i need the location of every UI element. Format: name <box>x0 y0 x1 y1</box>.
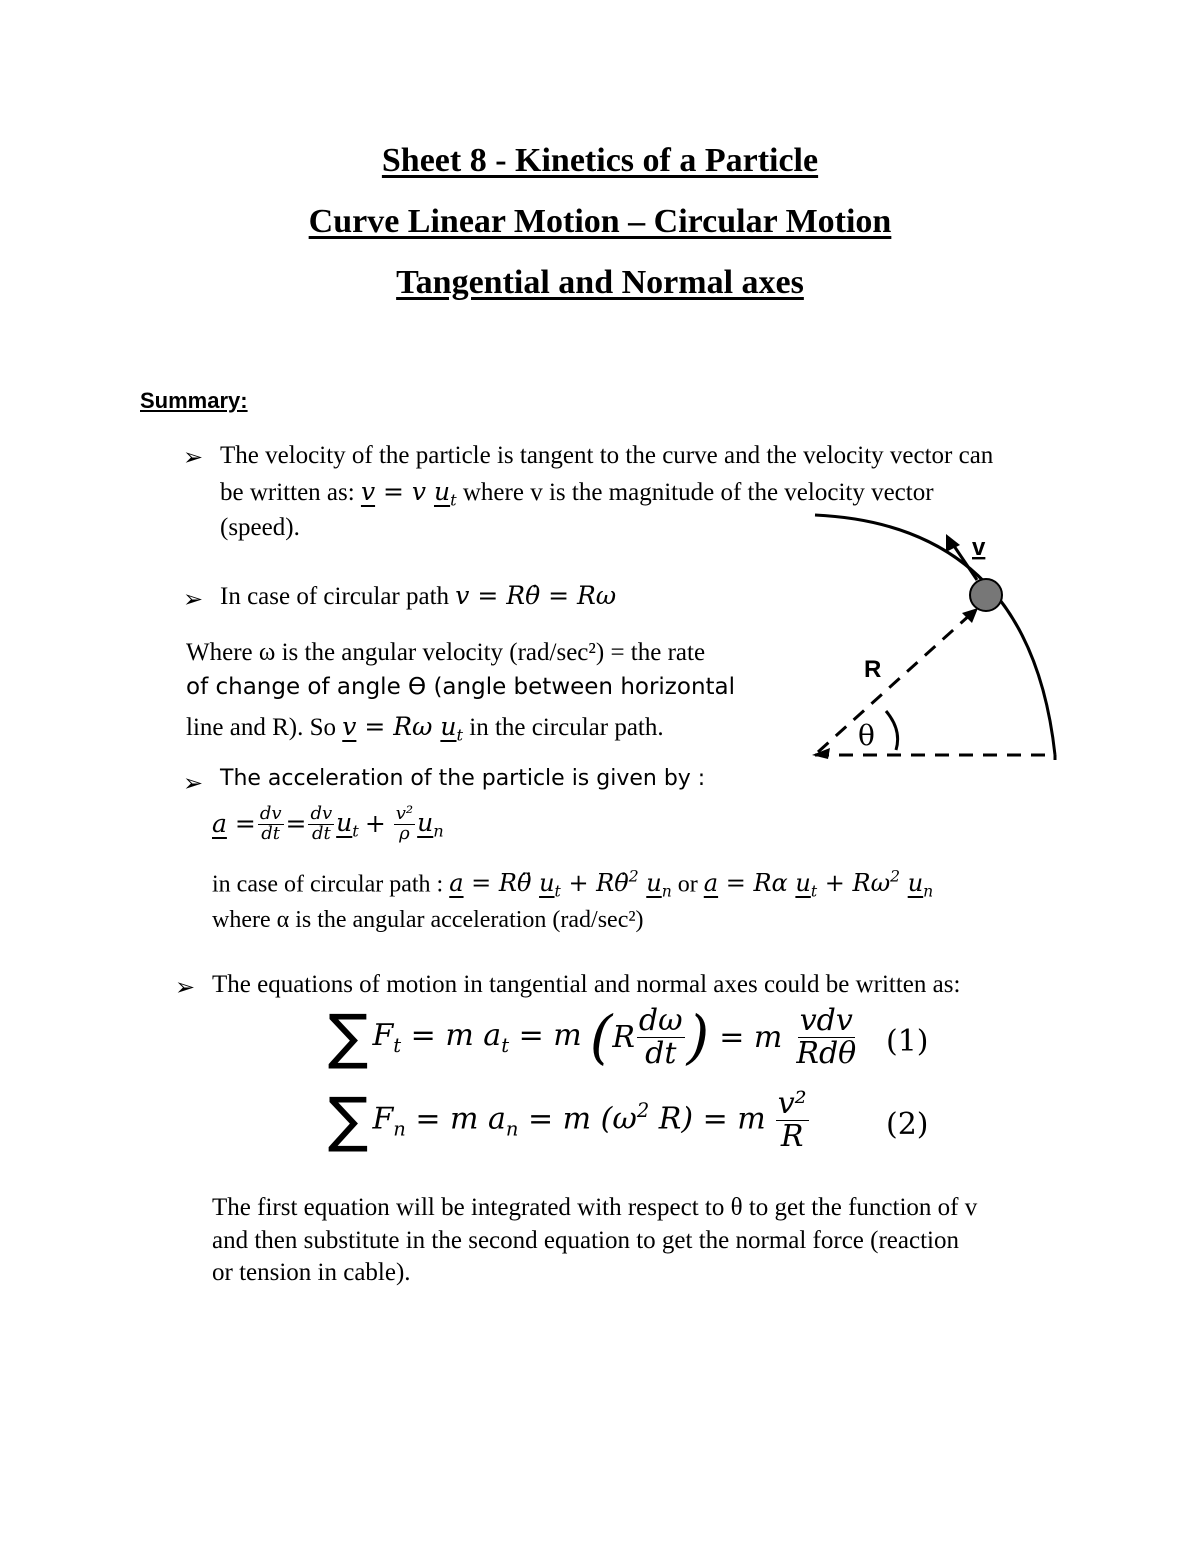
frac-dv-dt-2: $\frac{dv}{dt}$ <box>310 803 333 844</box>
title-sheet: Sheet 8 - Kinetics of a Particle <box>381 142 819 179</box>
closing-line2: and then substitute in the second equation to get the normal force (reaction <box>212 1226 959 1254</box>
item1-line3: (speed). <box>220 514 300 541</box>
equation-tangential: ∑ $F_t = m$ $a_t = m$ ( R $\frac{d\omega}{dt}$ ) = m $\frac{\text{vdv}}{\text{Rdθ}}$ <box>328 1002 857 1072</box>
diagram-label-r: R <box>864 656 882 683</box>
closing-line3: or tension in cable). <box>212 1259 411 1286</box>
item1-line2-suffix: where v is the magnitude of the velocity vector <box>462 479 934 506</box>
where-line2: of change of angle ϴ (angle between horizontal <box>186 674 736 700</box>
bullet-arrow-icon: ➢ <box>183 771 204 797</box>
velocity-circular-equation: v = Rω $u_t$ <box>342 712 464 745</box>
item4-line1: The equations of motion in tangential and normal axes could be written as: <box>212 971 961 998</box>
item1-line1: The velocity of the particle is tangent to the curve and the velocity vector can <box>220 442 994 469</box>
closing-line1: The first equation will be integrated with respect to θ to get the function of v <box>212 1194 978 1221</box>
or-text: or <box>677 871 698 898</box>
where-line3-prefix: line and R). So <box>186 714 336 741</box>
bullet-arrow-icon: ➢ <box>175 975 196 1001</box>
velocity-equation: v = v $u_t$ <box>360 477 457 510</box>
closing-paragraph <box>212 1192 977 1290</box>
where-line3-suffix: in the circular path. <box>469 714 664 741</box>
equation-number-1: (1) <box>886 1024 929 1059</box>
circular-path-arc <box>815 515 1055 755</box>
item1-line2-prefix: be written as: <box>220 479 355 506</box>
acceleration-circular-equation: a = Rθ̈ $u_t$ + Rθ̇$^2$ $u_n$ <box>449 868 672 901</box>
frac-vdv-rdtheta: $\frac{\text{vdv}}{\text{Rdθ}}$ <box>796 1003 857 1071</box>
equation-normal: ∑ $F_n = m$ $a_n = m$ ($\omega^2$ R) = m $\frac{\text{v²}}{R}$ <box>328 1085 807 1155</box>
acceleration-alpha-equation: a = Rα $u_t + R\omega^2$ $u_n$ <box>703 868 934 901</box>
item3-line4: where α is the angular acceleration (rad/sec²) <box>212 907 644 933</box>
item3-line1: The acceleration of the particle is given by : <box>220 766 706 791</box>
diagram-label-theta: θ <box>858 719 875 752</box>
frac-domega-dt: $\frac{d\omega}{dt}$ <box>638 1003 683 1071</box>
frac-v2-r: $\frac{\text{v²}}{R}$ <box>777 1086 807 1154</box>
diagram-label-v: v <box>972 534 986 561</box>
acceleration-equation: a = $\frac{dv}{dt}$ = $\frac{dv}{dt}$ $u_t$ + $\frac{\text{v²}}{\rho}$ $u_n$ <box>212 803 444 844</box>
where-line3 <box>186 712 664 745</box>
summary-label: Summary: <box>140 388 248 413</box>
item3-line3-prefix: in case of circular path : <box>212 871 444 898</box>
item2-line <box>220 581 616 612</box>
particle-icon <box>970 579 1002 611</box>
circular-speed-equation: v = Rθ̇ = Rω <box>455 581 617 610</box>
equation-number-2: (2) <box>886 1107 929 1142</box>
bullet-arrow-icon: ➢ <box>183 587 204 613</box>
radius-dashed-line <box>818 613 972 752</box>
item3-line3 <box>212 868 933 902</box>
frac-dv-dt: $\frac{dv}{dt}$ <box>259 803 282 844</box>
circular-motion-diagram <box>800 505 1080 775</box>
item2-text: In case of circular path <box>220 583 450 610</box>
where-line1: Where ω is the angular velocity (rad/sec²) = the rate <box>186 639 706 666</box>
bullet-arrow-icon: ➢ <box>183 445 204 471</box>
title-curve-motion: Curve Linear Motion – Circular Motion <box>308 203 892 240</box>
angle-arc <box>886 711 898 750</box>
title-axes: Tangential and Normal axes <box>396 264 804 301</box>
frac-v2-rho: $\frac{\text{v²}}{\rho}$ <box>395 803 414 844</box>
